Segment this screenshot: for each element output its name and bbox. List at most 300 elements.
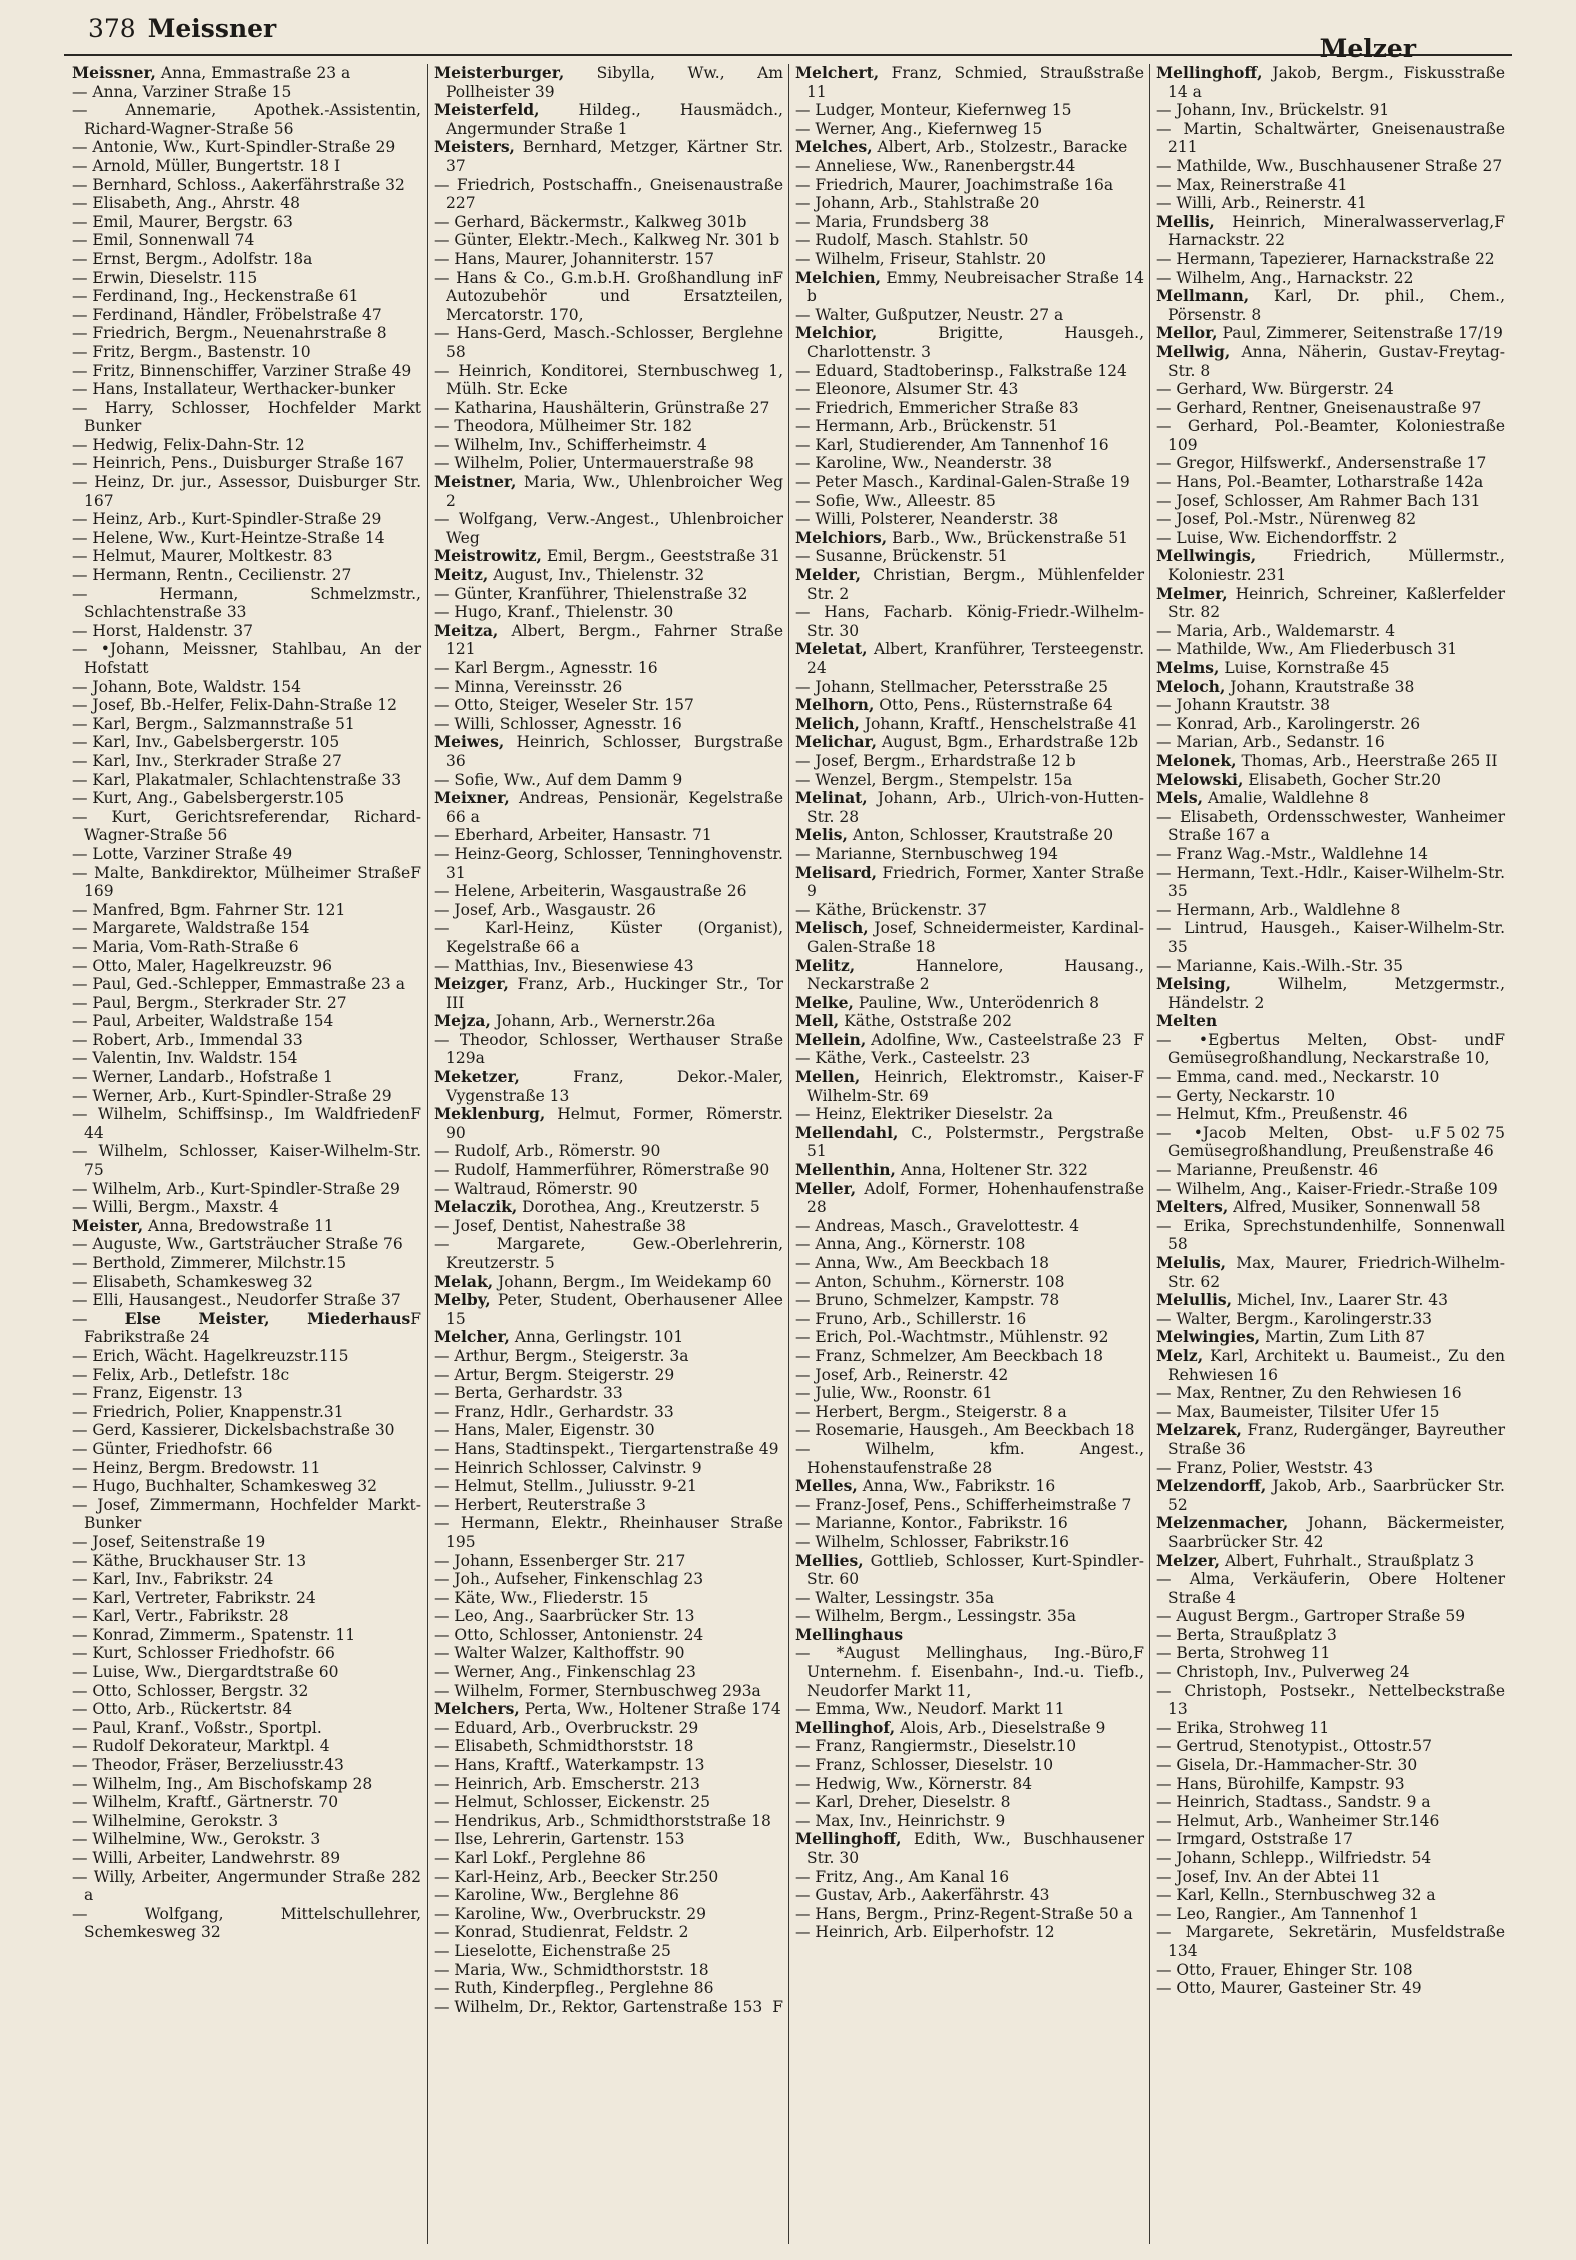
directory-entry (72, 64, 421, 83)
directory-entry (1156, 213, 1505, 250)
directory-entry (795, 1626, 1144, 1645)
entry-text: — Ferdinand, Händler, Fröbelstraße 47 (72, 305, 382, 324)
directory-entry (434, 678, 783, 697)
entry-text: — Franz, Schlosser, Dieselstr. 10 (795, 1756, 1054, 1775)
directory-column-3 (788, 64, 1148, 2244)
entry-text: Otto, Pens., Rüsternstraße 64 (879, 696, 1113, 715)
directory-entry (434, 1830, 783, 1849)
directory-entry (1156, 1552, 1505, 1571)
directory-entry (795, 1068, 1144, 1105)
entry-text: — Annemarie, Apothek.-Assistentin, Richard-Wagner-Straße 56 (72, 101, 421, 138)
entry-text: — Marianne, Sternbuschweg 194 (795, 844, 1058, 863)
entry-text: — Karl-Heinz, Küster (Organist), Kegelstraße 66 a (434, 919, 783, 956)
directory-entry (1156, 1068, 1505, 1087)
directory-entry (795, 864, 1144, 901)
entry-text: — Lieselotte, Eichenstraße 25 (434, 1941, 671, 1960)
entry-text: Franz, Arb., Huckinger Str., Tor III (446, 975, 783, 1012)
entry-text: — Harry, Schlosser, Hochfelder Markt Bunker (72, 398, 421, 436)
directory-entry (1156, 1961, 1505, 1980)
directory-entry (795, 120, 1144, 139)
directory-entry (795, 1347, 1144, 1366)
entry-text: — Käthe, Brückenstr. 37 (795, 900, 987, 919)
directory-entry (72, 1366, 421, 1385)
directory-entry (795, 380, 1144, 399)
directory-entry (72, 157, 421, 176)
entry-text: — Günter, Friedhofstr. 66 (72, 1439, 273, 1458)
directory-entry (72, 1105, 421, 1142)
directory-entry (795, 417, 1144, 436)
directory-entry (434, 1886, 783, 1905)
entry-text: — Herbert, Reuterstraße 3 (434, 1495, 646, 1514)
directory-entry (1156, 957, 1505, 976)
directory-entry (434, 919, 783, 956)
entry-text: — Werner, Arb., Kurt-Spindler-Straße 29 (72, 1086, 392, 1105)
directory-entry (72, 585, 421, 622)
directory-entry (1156, 64, 1505, 101)
entry-text: — Heinrich, Konditorei, Sternbuschweg 1, Mülh. Str. Ecke (434, 361, 783, 399)
directory-entry (1156, 1830, 1505, 1849)
directory-entry (795, 1105, 1144, 1124)
entry-text: — Heinz-Georg, Schlosser, Tenninghovenstr. 31 (434, 844, 783, 882)
directory-entry (72, 1291, 421, 1310)
entry-text: Wilhelm, Metzgermstr., Händelstr. 2 (1168, 975, 1505, 1012)
directory-entry (1156, 1161, 1505, 1180)
entry-text: — Rudolf, Arb., Römerstr. 90 (434, 1142, 661, 1161)
entry-text: — Hans, Maler, Eigenstr. 30 (434, 1421, 655, 1440)
entry-text: — Johann, Schlepp., Wilfriedstr. 54 (1156, 1849, 1432, 1867)
directory-entry (72, 380, 421, 399)
entry-text: — Fritz, Binnenschiffer, Varziner Straße 49 (72, 361, 412, 380)
directory-entry (1156, 1607, 1505, 1626)
entry-surname: Melak, (434, 1271, 494, 1291)
entry-text: Adolfine, Ww., Casteelstraße 23 (871, 1030, 1122, 1049)
entry-text: Elisabeth, Gocher Str.20 (1248, 770, 1441, 789)
entry-text: — Fritz, Bergm., Bastenstr. 10 (72, 342, 311, 361)
directory-entry (1156, 1756, 1505, 1775)
entry-text: — Otto, Steiger, Weseler Str. 157 (434, 696, 694, 715)
directory-entry (795, 1477, 1144, 1496)
entry-text: Bernhard, Metzger, Kärtner Str. 37 (446, 138, 783, 175)
entry-text: Alois, Arb., Dieselstraße 9 (900, 1718, 1106, 1737)
entry-surname: Mellenthin, (795, 1160, 896, 1180)
entry-text: — Heinz, Elektriker Dieselstr. 2a (795, 1105, 1053, 1124)
entry-text: — Elli, Hausangest., Neudorfer Straße 37 (72, 1291, 401, 1310)
entry-surname: Melhorn, (795, 695, 875, 715)
directory-entry (72, 696, 421, 715)
entry-surname: Melowski, (1156, 769, 1244, 789)
entry-text: — Karoline, Ww., Neanderstr. 38 (795, 454, 1052, 473)
directory-entry (72, 1440, 421, 1459)
directory-entry (72, 1459, 421, 1478)
entry-text: — Walter, Lessingstr. 35a (795, 1588, 995, 1607)
entry-text: Albert, Bergm., Fahrner Straße 121 (446, 621, 783, 659)
entry-surname: Mellor, (1156, 323, 1218, 343)
directory-entry (795, 306, 1144, 325)
entry-surname: Meizger, (434, 974, 509, 994)
directory-entry (72, 1254, 421, 1273)
entry-text: Franz, Rudergänger, Bayreuther Straße 36 (1168, 1421, 1505, 1458)
entry-text: — Hans & Co., G.m.b.H. Großhandlung in Autozubehör und Ersatzteilen, Mercatorstr. 170, (434, 268, 783, 324)
entry-text: — Gerty, Neckarstr. 10 (1156, 1086, 1336, 1105)
directory-entry (1156, 1514, 1505, 1551)
directory-entry (72, 808, 421, 845)
entry-text: — Wilhelm, Schlosser, Fabrikstr.16 (795, 1532, 1070, 1551)
directory-entry (1156, 919, 1505, 956)
directory-entry (1156, 1682, 1505, 1719)
entry-text: — Heinrich, Stadtass., Sandstr. 9 a (1156, 1793, 1431, 1812)
directory-entry (434, 1012, 783, 1031)
directory-entry (72, 1756, 421, 1775)
entry-text: — Franz-Josef, Pens., Schifferheimstraße 7 (795, 1495, 1132, 1514)
entry-surname: Melchior, (795, 323, 878, 343)
entry-text: — Eduard, Stadtoberinsp., Falkstraße 124 (795, 361, 1127, 380)
entry-text: — Johann, Essenberger Str. 217 (434, 1551, 686, 1570)
directory-entry (72, 473, 421, 510)
directory-entry (72, 1775, 421, 1794)
directory-entry (795, 1719, 1144, 1738)
directory-entry (795, 919, 1144, 956)
directory-entry (434, 1979, 783, 1998)
entry-text: — Wilhelm, Friseur, Stahlstr. 20 (795, 249, 1046, 268)
directory-entry (72, 789, 421, 808)
entry-text: — Wilhelm, kfm. Angest., Hohenstaufenstraße 28 (795, 1439, 1144, 1477)
entry-surname: Melters, (1156, 1197, 1229, 1217)
entry-surname: Melder, (795, 565, 862, 585)
directory-entry (1156, 1477, 1505, 1514)
directory-entry (795, 1644, 1144, 1700)
entry-text: — Hermann, Schmelzmstr., Schlachtenstraße 33 (72, 584, 421, 622)
entry-text: Amalie, Waldlehne 8 (1207, 789, 1369, 808)
directory-column-1 (66, 64, 425, 2244)
directory-entry (795, 1012, 1144, 1031)
directory-entry (434, 362, 783, 399)
directory-entry (795, 1905, 1144, 1924)
entry-text: Dorothea, Ang., Kreutzerstr. 5 (522, 1198, 760, 1217)
entry-text: Alfred, Musiker, Sonnenwall 58 (1233, 1198, 1481, 1217)
entry-text: — Elisabeth, Schamkesweg 32 (72, 1272, 313, 1291)
directory-entry (72, 1793, 421, 1812)
entry-surname: Mellinghoff, (1156, 64, 1263, 82)
directory-entry (1156, 1328, 1505, 1347)
entry-text: — Konrad, Zimmerm., Spatenstr. 11 (72, 1625, 356, 1644)
entry-text: — Max, Reinerstraße 41 (1156, 175, 1348, 194)
directory-entry (72, 957, 421, 976)
entry-text: — Peter Masch., Kardinal-Galen-Straße 19 (795, 473, 1130, 492)
directory-entry (434, 399, 783, 418)
directory-entry (1156, 1347, 1505, 1384)
directory-entry (795, 1273, 1144, 1292)
entry-text: — Helmut, Schlosser, Eickenstr. 25 (434, 1793, 711, 1812)
entry-text: — Helmut, Kfm., Preußenstr. 46 (1156, 1105, 1408, 1124)
entry-text: — Emil, Maurer, Bergstr. 63 (72, 212, 293, 231)
directory-entry (434, 324, 783, 361)
entry-text: Johann, Kraftf., Henschelstraße 41 (864, 714, 1139, 733)
entry-surname: Melullis, (1156, 1290, 1232, 1310)
entry-text: — Johann Krautstr. 38 (1156, 696, 1330, 715)
entry-text: Max, Maurer, Friedrich-Wilhelm-Str. 62 (1168, 1254, 1505, 1291)
entry-text: — *August Mellinghaus, Ing.-Büro, Unternehm. f. Eisenbahn-, Ind.-u. Tiefb., Neudorfer Markt 11, (795, 1644, 1144, 1700)
directory-entry (795, 492, 1144, 511)
directory-entry (434, 436, 783, 455)
directory-entry (72, 83, 421, 102)
directory-entry (72, 919, 421, 938)
directory-entry (1156, 492, 1505, 511)
directory-entry (795, 250, 1144, 269)
directory-entry (795, 399, 1144, 418)
entry-text: — Helmut, Arb., Wanheimer Str.146 (1156, 1811, 1440, 1830)
entry-text: — Josef, Zimmermann, Hochfelder Markt-Bunker (72, 1495, 421, 1533)
directory-entry (795, 1310, 1144, 1329)
directory-entry (434, 1142, 783, 1161)
entry-text: Peter, Student, Oberhausener Allee 15 (446, 1291, 783, 1328)
entry-text: — Günter, Kranführer, Thielenstraße 32 (434, 584, 748, 603)
directory-entry (434, 975, 783, 1012)
entry-text: Friedrich, Former, Xanter Straße 9 (807, 863, 1144, 901)
entry-surname: Mell, (795, 1011, 840, 1031)
entry-flag: F (1494, 1030, 1505, 1049)
directory-entry (795, 529, 1144, 548)
entry-text: — Lotte, Varziner Straße 49 (72, 844, 293, 863)
directory-entry (434, 473, 783, 510)
entry-text: — Franz, Polier, Weststr. 43 (1156, 1458, 1374, 1477)
directory-entry (795, 194, 1144, 213)
entry-text: — Josef, Arb., Wasgaustr. 26 (434, 900, 656, 919)
entry-text: — Helene, Ww., Kurt-Heintze-Straße 14 (72, 528, 385, 547)
directory-entry (1156, 622, 1505, 641)
directory-entry (72, 1626, 421, 1645)
entry-surname: Mellein, (795, 1029, 867, 1049)
entry-surname: Meissner, (72, 64, 156, 82)
entry-flag: F (410, 1309, 421, 1328)
entry-text: — Hedwig, Felix-Dahn-Str. 12 (72, 435, 305, 454)
directory-entry (72, 678, 421, 697)
directory-entry (434, 138, 783, 175)
directory-entry (1156, 454, 1505, 473)
entry-text: — Leo, Rangier., Am Tannenhof 1 (1156, 1904, 1420, 1923)
entry-text: Albert, Arb., Stolzestr., Baracke (877, 138, 1128, 157)
directory-entry (795, 436, 1144, 455)
entry-text: — Konrad, Arb., Karolingerstr. 26 (1156, 714, 1421, 733)
directory-entry (72, 733, 421, 752)
directory-entry (72, 287, 421, 306)
directory-entry (1156, 659, 1505, 678)
directory-entry (795, 826, 1144, 845)
directory-entry (1156, 1868, 1505, 1887)
directory-entry (434, 789, 783, 826)
directory-entry (434, 1868, 783, 1887)
entry-text: Pauline, Ww., Unterödenrich 8 (858, 993, 1099, 1012)
directory-entry (795, 1552, 1144, 1589)
directory-entry (72, 510, 421, 529)
directory-column-2 (427, 64, 787, 2244)
entry-text: — Katharina, Haushälterin, Grünstraße 27 (434, 398, 770, 417)
directory-entry (795, 362, 1144, 381)
entry-text: — Rosemarie, Hausgeh., Am Beeckbach 18 (795, 1421, 1135, 1440)
entry-text: — Eberhard, Arbeiter, Hansastr. 71 (434, 826, 712, 845)
header-right-title: Melzer (1319, 34, 1416, 63)
entry-text: — Otto, Schlosser, Bergstr. 32 (72, 1681, 309, 1700)
directory-entry (434, 1793, 783, 1812)
entry-text: — Hugo, Buchhalter, Schamkesweg 32 (72, 1477, 377, 1496)
directory-entry (72, 1031, 421, 1050)
directory-entry (434, 1589, 783, 1608)
directory-entry (434, 603, 783, 622)
entry-text: — Margarete, Sekretärin, Musfeldstraße 134 (1156, 1923, 1505, 1960)
directory-entry (72, 1012, 421, 1031)
entry-surname: Melches, (795, 137, 873, 157)
entry-surname: Mellinghof, (795, 1717, 896, 1737)
directory-entry (1156, 399, 1505, 418)
entry-text: — Gerhard, Bäckermstr., Kalkweg 301b (434, 212, 747, 231)
entry-flag: F (772, 1997, 783, 2016)
entry-text: — Rudolf, Masch. Stahlstr. 50 (795, 231, 1029, 250)
entry-text: — Werner, Ang., Finkenschlag 23 (434, 1663, 696, 1682)
entry-text: C., Polstermstr., Pergstraße 51 (807, 1123, 1144, 1161)
entry-text: — Lintrud, Hausgeh., Kaiser-Wilhelm-Str. 35 (1156, 919, 1505, 956)
entry-text: Anna, Näherin, Gustav-Freytag-Str. 8 (1168, 342, 1505, 380)
entry-text: — Anna, Ang., Körnerstr. 108 (795, 1235, 1026, 1254)
entry-text: Emil, Bergm., Geeststraße 31 (546, 547, 780, 566)
entry-surname: Melichar, (795, 732, 877, 752)
directory-entry (434, 1961, 783, 1980)
entry-surname: Mellies, (795, 1550, 864, 1570)
directory-entry (72, 1663, 421, 1682)
directory-entry (1156, 1979, 1505, 1998)
directory-entry (1156, 1217, 1505, 1254)
entry-text: — Arnold, Müller, Bungertstr. 18 I (72, 156, 341, 175)
entry-surname: Mellis, (1156, 211, 1215, 231)
directory-entry (795, 1886, 1144, 1905)
directory-entry (795, 1328, 1144, 1347)
entry-surname: Melisard, (795, 862, 877, 882)
directory-entry (1156, 1384, 1505, 1403)
entry-text: — Erika, Sprechstundenhilfe, Sonnenwall 58 (1156, 1216, 1505, 1254)
entry-surname: Mellwingis, (1156, 546, 1257, 566)
entry-text: — Mathilde, Ww., Am Fliederbusch 31 (1156, 640, 1458, 659)
directory-entry (795, 901, 1144, 920)
directory-entry (72, 1570, 421, 1589)
directory-entry (434, 845, 783, 882)
entry-text: — Anna, Ww., Am Beeckbach 18 (795, 1254, 1049, 1272)
entry-text: — Otto, Maler, Hagelkreuzstr. 96 (72, 956, 332, 975)
directory-entry (434, 659, 783, 678)
entry-text: — Otto, Frauer, Ehinger Str. 108 (1156, 1960, 1413, 1979)
directory-entry (795, 1217, 1144, 1236)
directory-entry (795, 1049, 1144, 1068)
entry-text: — Auguste, Ww., Gartsträucher Straße 76 (72, 1235, 403, 1254)
entry-text: — Heinz, Dr. jur., Assessor, Duisburger Str. 167 (72, 473, 421, 510)
entry-surname: Melonek, (1156, 750, 1237, 770)
directory-entry (434, 1905, 783, 1924)
entry-text: Christian, Bergm., Mühlenfelder Str. 2 (807, 566, 1144, 603)
entry-text: — Karl, Inv., Sterkrader Straße 27 (72, 751, 342, 770)
entry-text: — Josef, Arb., Reinerstr. 42 (795, 1365, 1009, 1384)
directory-entry (1156, 640, 1505, 659)
entry-text: — Maria, Vom-Rath-Straße 6 (72, 937, 299, 956)
entry-text: Heinrich, Schlosser, Burgstraße 36 (446, 733, 783, 770)
directory-entry (72, 176, 421, 195)
directory-entry (72, 1700, 421, 1719)
entry-surname: Mellendahl, (795, 1122, 899, 1142)
entry-text: — Karl, Studierender, Am Tannenhof 16 (795, 435, 1109, 454)
directory-entry (795, 566, 1144, 603)
entry-text: — Wolfgang, Mittelschullehrer, Schemkesweg 32 (72, 1904, 421, 1942)
entry-text: — Günter, Elektr.-Mech., Kalkweg Nr. 301 b (434, 231, 780, 250)
entry-text: — Helmut, Maurer, Moltkestr. 83 (72, 547, 333, 566)
entry-text: — Wilhelm, Bergm., Lessingstr. 35a (795, 1607, 1076, 1626)
entry-surname: Melchien, (795, 267, 882, 287)
entry-text: — Marianne, Kontor., Fabrikstr. 16 (795, 1514, 1068, 1533)
directory-entry (72, 399, 421, 436)
entry-text: Andreas, Pensionär, Kegelstraße 66 a (446, 789, 783, 826)
entry-text: — Paul, Bergm., Sterkrader Str. 27 (72, 993, 347, 1012)
entry-surname: Meiwes, (434, 732, 505, 752)
entry-text: — Hermann, Elektr., Rheinhauser Straße 195 (434, 1514, 783, 1551)
directory-entry (1156, 864, 1505, 901)
directory-entry (434, 715, 783, 734)
entry-text: — Manfred, Bgm. Fahrner Str. 121 (72, 900, 346, 919)
entry-text: — Heinz, Bergm. Bredowstr. 11 (72, 1458, 321, 1477)
directory-entry (72, 547, 421, 566)
entry-text: — Heinrich Schlosser, Calvinstr. 9 (434, 1458, 702, 1477)
directory-entry (434, 1031, 783, 1068)
directory-entry (72, 1273, 421, 1292)
directory-entry (72, 640, 421, 677)
entry-text: — Erich, Pol.-Wachtmstr., Mühlenstr. 92 (795, 1328, 1109, 1347)
entry-surname: Meistrowitz, (434, 546, 542, 566)
entry-text: — Otto, Maurer, Gasteiner Str. 49 (1156, 1979, 1422, 1998)
entry-text: — Emil, Sonnenwall 74 (72, 231, 255, 250)
directory-entry (72, 1719, 421, 1738)
entry-text: — Franz Wag.-Mstr., Waldlehne 14 (1156, 844, 1428, 863)
entry-text: — •Jacob Melten, Obst- u. Gemüsegroßhandlung, Preußenstraße 46 (1156, 1123, 1494, 1161)
directory-entry (1156, 1087, 1505, 1106)
entry-text: — Ernst, Bergm., Adolfstr. 18a (72, 249, 313, 268)
directory-entry (795, 957, 1144, 994)
entry-text: — Fritz, Ang., Am Kanal 16 (795, 1867, 1010, 1886)
entry-text: — Hans, Installateur, Werthacker-bunker (72, 380, 396, 399)
directory-entry (1156, 696, 1505, 715)
entry-surname: Melzendorff, (1156, 1476, 1267, 1496)
directory-entry (434, 566, 783, 585)
entry-surname: Melisch, (795, 918, 869, 938)
entry-text: — •Egbertus Melten, Obst- und Gemüsegroßhandlung, Neckarstraße 10, (1156, 1030, 1495, 1068)
entry-text: — Otto, Arb., Rückertstr. 84 (72, 1700, 293, 1719)
entry-surname: Meloch, (1156, 676, 1226, 696)
directory-entry (795, 1756, 1144, 1775)
directory-entry (434, 1180, 783, 1199)
directory-entry (72, 1812, 421, 1831)
entry-text: — Theodor, Schlosser, Werthauser Straße 129a (434, 1030, 783, 1068)
entry-text: — Anneliese, Ww., Ranenbergstr.44 (795, 156, 1076, 175)
entry-surname: Melcher, (434, 1327, 510, 1347)
directory-entry (72, 845, 421, 864)
directory-entry (1156, 845, 1505, 864)
directory-entry (72, 1737, 421, 1756)
directory-entry (72, 213, 421, 232)
entry-text: — Marianne, Preußenstr. 46 (1156, 1161, 1379, 1180)
entry-text: — Konrad, Studienrat, Feldstr. 2 (434, 1923, 689, 1942)
directory-entry (434, 1235, 783, 1272)
entry-text: — Gisela, Dr.-Hammacher-Str. 30 (1156, 1756, 1418, 1775)
directory-entry (434, 1347, 783, 1366)
directory-entry (795, 269, 1144, 306)
directory-entry: F — Else Meister, Miederhaus Fabrikstraße 24 (72, 1308, 421, 1347)
entry-text: — Karl-Heinz, Arb., Beecker Str.250 (434, 1867, 719, 1886)
directory-entry (434, 64, 783, 101)
entry-text: — •Johann, Meissner, Stahlbau, An der Hofstatt (72, 640, 421, 677)
directory-entry (434, 1663, 783, 1682)
